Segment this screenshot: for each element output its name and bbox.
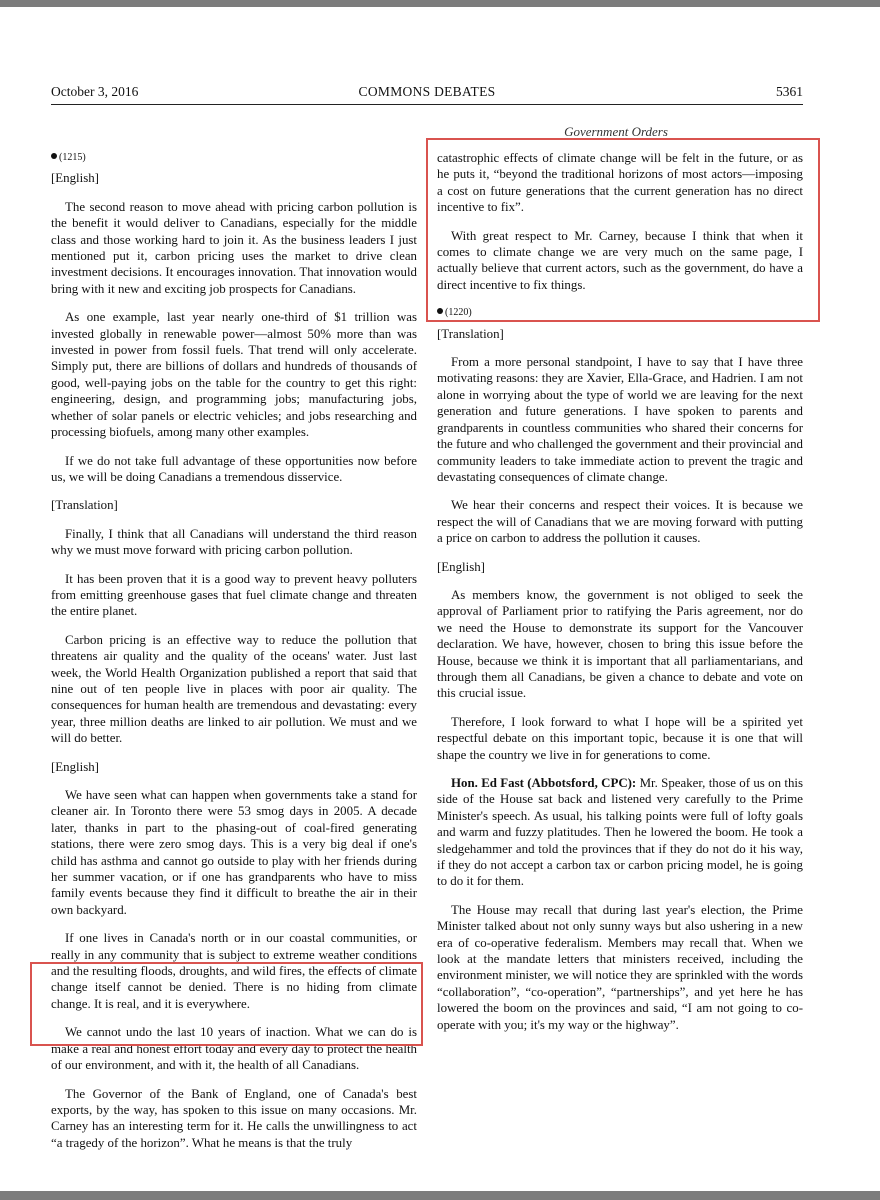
paragraph: If one lives in Canada's north or in our coastal communities, or really in any community that is subject to extreme weather conditions and the resulting floods, droughts, and wild fires, the effects of climate change itself cannot be denied. There is no hiding from climate change. It is real, and it is everywhere. bbox=[51, 931, 417, 1011]
highlight-box-top-right bbox=[426, 138, 820, 322]
paragraph: As members know, the government is not obliged to seek the approval of Parliament prior to ratifying the Paris agreement, nor do we need the House to demonstrate its support for the Vancouver declaration. We have, however, chosen to bring this issue before the House, because we think it is important that all parliamentarians, and through them all Canadians, be given a chance to debate and vote on this crucial issue. bbox=[437, 587, 803, 701]
paragraph: As one example, last year nearly one-third of $1 trillion was invested globally in renewable power—almost 50% more than was invested in power from fossil fuels. That trend will only accelerate. Simply put, there are billions of dollars and hundreds of thousands of good, well-paying jobs on the table for the country to get this right: engineering, design, and programming jobs; manufacturing jobs, whether of solar panels or electric vehicles; and jobs researching and processing biofuels, among many other examples. bbox=[51, 310, 417, 440]
time-marker-text: (1215) bbox=[59, 152, 86, 163]
paragraph: With great respect to Mr. Carney, because I think that when it comes to climate change we are very much on the same page, I actually believe that current actors, such as the government, do have a direct incentive to fix things. bbox=[437, 228, 803, 292]
speaker-name: Hon. Ed Fast (Abbotsford, CPC): bbox=[451, 776, 637, 790]
paragraph: Carbon pricing is an effective way to reduce the pollution that threatens air quality and the quality of the oceans' water. Just last week, the World Health Organization published a report that said that nine out of ten people live in places with poor air quality. The consequences for human health are tremendous and devastating: every year, three million deaths are linked to air pollution. We must and we will do better. bbox=[51, 632, 417, 746]
header-page-number: 5361 bbox=[776, 84, 803, 99]
paragraph: The House may recall that during last year's election, the Prime Minister talked about not only sunny ways but also ushering in a new era of co-operative federalism. Members may recall that. When we look at the mandate letters that ministers received, including the environment minister, we will notice they are sprinkled with the words “collaboration”, “co-operation”, “partnerships”, and yet here he has lowered the boom on the provinces and said, “I am not going to co-operate with you; it's my way or the highway”. bbox=[437, 902, 803, 1032]
bullet-icon bbox=[51, 153, 57, 159]
header-date: October 3, 2016 bbox=[51, 84, 139, 99]
language-tag: [English] bbox=[51, 171, 99, 186]
paragraph: The second reason to move ahead with pricing carbon pollution is the benefit it would deliver to Canadians, especially for the middle class and those working hard to join it. As the business leaders I just mentioned put it, carbon pricing uses the market to drive clean investment decisions. It encourages innovation. That innovation would bring with it new and exciting job prospects for Canadians. bbox=[51, 199, 417, 296]
time-marker-text: (1220) bbox=[445, 307, 472, 319]
paragraph: Therefore, I look forward to what I hope will be a spirited yet respectful debate on this important topic, because it is one that will shape the country we live in for generations to come. bbox=[437, 714, 803, 762]
section-title: Government Orders bbox=[564, 124, 668, 139]
speaker-paragraph bbox=[437, 775, 803, 890]
paragraph: Finally, I think that all Canadians will understand the third reason why we must move forward with pricing carbon pollution. bbox=[51, 526, 417, 558]
paragraph: If we do not take full advantage of these opportunities now before us, we will be doing Canadians a tremendous disservice. bbox=[51, 453, 417, 484]
language-tag: [Translation] bbox=[51, 498, 118, 513]
language-tag: [English] bbox=[51, 759, 99, 774]
speaker-text: Mr. Speaker, those of us on this side of the House sat back and listened very carefully to the Prime Minister's speech. As usual, his talking points were full of lofty goals and warm and fuzzy platitudes. Then he lowered the boom. He took a sledgehammer and told the provinces that if they do not do it his way, if they do not accept a carbon tax or carbon pricing model, he is going to do it for them. bbox=[437, 776, 803, 889]
top-border bbox=[0, 0, 880, 7]
bottom-border bbox=[0, 1191, 880, 1200]
time-marker bbox=[51, 150, 417, 166]
paragraph: catastrophic effects of climate change will be felt in the future, or as he puts it, “beyond the traditional horizons of most actors—imposing a cost on future generations that the current generation has no direct incentive to fix”. bbox=[437, 151, 803, 215]
language-tag: [Translation] bbox=[437, 326, 504, 341]
paragraph: We have seen what can happen when governments take a stand for cleaner air. In Toronto there were 53 smog days in 2005. A decade later, thanks in part to the phasing-out of coal-fired generating stations, there were zero smog days. This is a very big deal if one's child has asthma and cannot go outside to play with her friends during her summer vacation, or if one has grandparents who have to miss family events because they find it difficult to breathe the air in their own backyard. bbox=[51, 788, 417, 917]
paragraph: We hear their concerns and respect their voices. It is because we respect the will of Canadians that we are moving forward with putting a price on carbon to address the pollution it causes. bbox=[437, 498, 803, 546]
paragraph: We cannot undo the last 10 years of inaction. What we can do is make a real and honest effort today and every day to protect the health of our environment, and with it, the health of all Canadians. bbox=[51, 1025, 417, 1073]
paragraph: The Governor of the Bank of England, one of Canada's best exports, by the way, has spoken to this issue on many occasions. Mr. Carney has an interesting term for it. He calls the unwillingness to act “a tragedy of the horizon”. What he means is that the truly bbox=[51, 1086, 417, 1150]
highlight-box-bottom-left bbox=[30, 962, 423, 1046]
page-header bbox=[51, 84, 803, 105]
language-tag: [English] bbox=[437, 559, 485, 574]
header-title: COMMONS DEBATES bbox=[358, 84, 496, 99]
paragraph: From a more personal standpoint, I have to say that I have three motivating reasons: they are Xavier, Ella-Grace, and Hadrien. I am not alone in worrying about the type of world we are leaving for the next generation and future generations. I have spoken to parents and grandparents in countless communities who shared their concerns for the future and who challenged the government and their provincial and community leaders to take immediate action to prevent the tragic and devastating consequences of climate change. bbox=[437, 355, 803, 484]
paragraph: It has been proven that it is a good way to prevent heavy polluters from emitting greenhouse gases that fuel climate change and threaten the entire planet. bbox=[51, 571, 417, 619]
